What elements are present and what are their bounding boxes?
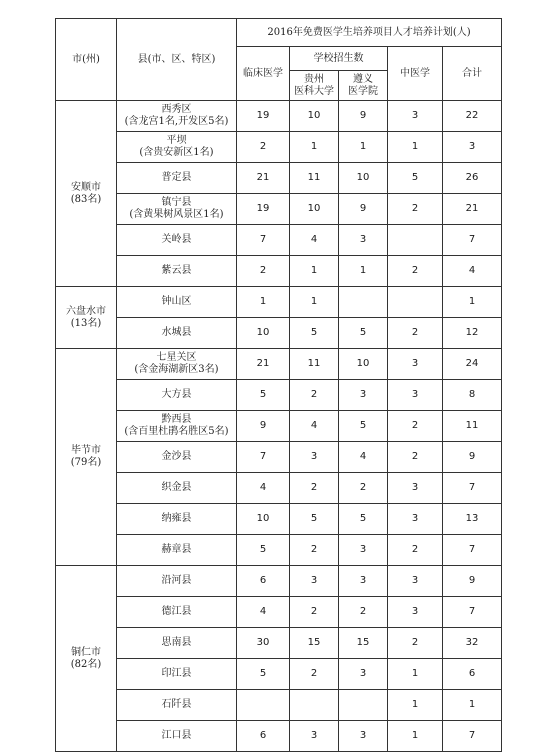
table-row bbox=[56, 597, 502, 628]
zmu-cell: 1 bbox=[339, 132, 388, 163]
table-row bbox=[56, 690, 502, 721]
total-cell: 24 bbox=[443, 349, 502, 380]
clinical-cell: 2 bbox=[237, 132, 290, 163]
clinical-cell bbox=[237, 690, 290, 721]
county-cell bbox=[117, 194, 237, 225]
total-cell: 21 bbox=[443, 194, 502, 225]
county-label: 七星关区 bbox=[156, 352, 197, 363]
header-zmu-line1: 遵义 bbox=[353, 73, 373, 85]
clinical-cell: 9 bbox=[237, 411, 290, 442]
clinical-cell: 21 bbox=[237, 349, 290, 380]
table-row bbox=[56, 504, 502, 535]
tcm-cell: 1 bbox=[388, 132, 443, 163]
clinical-cell: 10 bbox=[237, 318, 290, 349]
clinical-cell: 6 bbox=[237, 721, 290, 752]
total-cell: 7 bbox=[443, 225, 502, 256]
total-cell: 11 bbox=[443, 411, 502, 442]
gzmu-cell: 1 bbox=[290, 256, 339, 287]
county-cell bbox=[117, 318, 237, 349]
county-cell bbox=[117, 380, 237, 411]
header-gzmu-line1: 贵州 bbox=[304, 73, 324, 85]
total-cell: 9 bbox=[443, 566, 502, 597]
total-cell: 8 bbox=[443, 380, 502, 411]
tcm-cell: 1 bbox=[388, 659, 443, 690]
county-cell bbox=[117, 163, 237, 194]
header-plan-title: 2016年免费医学生培养项目人才培养计划(人) bbox=[237, 19, 502, 47]
county-label: (含金海湖新区3名) bbox=[134, 364, 219, 375]
county-label: 思南县 bbox=[161, 637, 192, 648]
total-cell: 26 bbox=[443, 163, 502, 194]
gzmu-cell: 11 bbox=[290, 349, 339, 380]
zmu-cell bbox=[339, 287, 388, 318]
county-cell bbox=[117, 225, 237, 256]
header-tcm: 中医学 bbox=[388, 47, 443, 101]
county-cell bbox=[117, 287, 237, 318]
tcm-cell: 2 bbox=[388, 194, 443, 225]
table-row bbox=[56, 535, 502, 566]
county-cell bbox=[117, 349, 237, 380]
tcm-cell bbox=[388, 287, 443, 318]
tcm-cell: 3 bbox=[388, 504, 443, 535]
training-plan-table bbox=[55, 18, 502, 752]
clinical-cell: 5 bbox=[237, 659, 290, 690]
table-row bbox=[56, 411, 502, 442]
header-county: 县(市、区、特区) bbox=[117, 19, 237, 101]
county-label: 水城县 bbox=[161, 327, 192, 338]
county-label: (含黄果树风景区1名) bbox=[129, 209, 224, 220]
total-cell: 7 bbox=[443, 473, 502, 504]
total-cell: 7 bbox=[443, 597, 502, 628]
clinical-cell: 2 bbox=[237, 256, 290, 287]
tcm-cell: 3 bbox=[388, 349, 443, 380]
header-city: 市(州) bbox=[56, 19, 117, 101]
gzmu-cell: 2 bbox=[290, 535, 339, 566]
total-cell: 7 bbox=[443, 721, 502, 752]
clinical-cell: 10 bbox=[237, 504, 290, 535]
table-body bbox=[56, 101, 502, 752]
gzmu-cell: 2 bbox=[290, 380, 339, 411]
table-row bbox=[56, 349, 502, 380]
tcm-cell: 2 bbox=[388, 256, 443, 287]
gzmu-cell: 2 bbox=[290, 473, 339, 504]
total-cell: 3 bbox=[443, 132, 502, 163]
total-cell: 22 bbox=[443, 101, 502, 132]
county-label: 大方县 bbox=[161, 389, 192, 400]
city-label: 安顺市 bbox=[71, 181, 101, 193]
tcm-cell: 2 bbox=[388, 628, 443, 659]
zmu-cell: 5 bbox=[339, 504, 388, 535]
gzmu-cell: 3 bbox=[290, 566, 339, 597]
clinical-cell: 30 bbox=[237, 628, 290, 659]
county-label: 沿河县 bbox=[161, 575, 192, 586]
header-gzmu-line2: 医科大学 bbox=[294, 85, 334, 97]
county-label: 印江县 bbox=[161, 668, 192, 679]
zmu-cell: 1 bbox=[339, 256, 388, 287]
zmu-cell: 3 bbox=[339, 225, 388, 256]
total-cell: 1 bbox=[443, 287, 502, 318]
gzmu-cell: 11 bbox=[290, 163, 339, 194]
county-label: 赫章县 bbox=[161, 544, 192, 555]
county-label: (含龙宫1名,开发区5名) bbox=[124, 116, 229, 127]
gzmu-cell: 3 bbox=[290, 721, 339, 752]
table-header bbox=[56, 19, 502, 101]
table-row bbox=[56, 318, 502, 349]
county-label: 纳雍县 bbox=[161, 513, 192, 524]
zmu-cell: 9 bbox=[339, 194, 388, 225]
gzmu-cell: 1 bbox=[290, 132, 339, 163]
table-row bbox=[56, 101, 502, 132]
city-cell bbox=[56, 566, 117, 752]
city-cell bbox=[56, 349, 117, 566]
zmu-cell: 10 bbox=[339, 349, 388, 380]
table-row bbox=[56, 721, 502, 752]
county-cell bbox=[117, 411, 237, 442]
zmu-cell: 4 bbox=[339, 442, 388, 473]
clinical-cell: 4 bbox=[237, 597, 290, 628]
table-row bbox=[56, 194, 502, 225]
county-cell bbox=[117, 504, 237, 535]
zmu-cell: 2 bbox=[339, 597, 388, 628]
total-cell: 13 bbox=[443, 504, 502, 535]
total-cell: 32 bbox=[443, 628, 502, 659]
tcm-cell: 3 bbox=[388, 597, 443, 628]
table-row bbox=[56, 442, 502, 473]
tcm-cell: 3 bbox=[388, 380, 443, 411]
county-cell bbox=[117, 256, 237, 287]
zmu-cell: 10 bbox=[339, 163, 388, 194]
tcm-cell: 3 bbox=[388, 566, 443, 597]
clinical-cell: 19 bbox=[237, 194, 290, 225]
clinical-cell: 5 bbox=[237, 535, 290, 566]
county-label: 关岭县 bbox=[161, 234, 192, 245]
gzmu-cell: 1 bbox=[290, 287, 339, 318]
tcm-cell: 2 bbox=[388, 535, 443, 566]
total-cell: 7 bbox=[443, 535, 502, 566]
county-label: 石阡县 bbox=[161, 699, 192, 710]
table-row bbox=[56, 287, 502, 318]
tcm-cell: 2 bbox=[388, 318, 443, 349]
gzmu-cell: 5 bbox=[290, 504, 339, 535]
total-cell: 6 bbox=[443, 659, 502, 690]
city-label: (13名) bbox=[70, 317, 102, 329]
gzmu-cell: 10 bbox=[290, 194, 339, 225]
city-label: 铜仁市 bbox=[71, 646, 101, 658]
clinical-cell: 4 bbox=[237, 473, 290, 504]
table-row bbox=[56, 566, 502, 597]
county-label: 织金县 bbox=[161, 482, 192, 493]
city-label: 六盘水市 bbox=[66, 305, 106, 317]
county-cell bbox=[117, 597, 237, 628]
header-gzmu bbox=[290, 71, 339, 101]
city-cell bbox=[56, 101, 117, 287]
tcm-cell: 2 bbox=[388, 442, 443, 473]
county-label: 黔西县 bbox=[161, 414, 192, 425]
county-cell bbox=[117, 690, 237, 721]
county-label: 平坝 bbox=[166, 135, 187, 146]
gzmu-cell: 2 bbox=[290, 597, 339, 628]
city-label: (79名) bbox=[70, 457, 102, 468]
county-cell bbox=[117, 101, 237, 132]
gzmu-cell bbox=[290, 690, 339, 721]
table-row bbox=[56, 659, 502, 690]
tcm-cell: 3 bbox=[388, 101, 443, 132]
county-cell bbox=[117, 566, 237, 597]
table-row bbox=[56, 628, 502, 659]
clinical-cell: 1 bbox=[237, 287, 290, 318]
gzmu-cell: 4 bbox=[290, 225, 339, 256]
total-cell: 12 bbox=[443, 318, 502, 349]
header-school-enroll: 学校招生数 bbox=[290, 47, 388, 71]
tcm-cell: 5 bbox=[388, 163, 443, 194]
total-cell: 1 bbox=[443, 690, 502, 721]
gzmu-cell: 10 bbox=[290, 101, 339, 132]
table-row bbox=[56, 256, 502, 287]
zmu-cell: 3 bbox=[339, 566, 388, 597]
city-label: 毕节市 bbox=[71, 445, 101, 456]
county-cell bbox=[117, 442, 237, 473]
zmu-cell: 2 bbox=[339, 473, 388, 504]
clinical-cell: 21 bbox=[237, 163, 290, 194]
zmu-cell: 3 bbox=[339, 659, 388, 690]
county-cell bbox=[117, 535, 237, 566]
county-label: 普定县 bbox=[161, 172, 192, 183]
gzmu-cell: 2 bbox=[290, 659, 339, 690]
tcm-cell: 1 bbox=[388, 721, 443, 752]
total-cell: 9 bbox=[443, 442, 502, 473]
header-total: 合计 bbox=[443, 47, 502, 101]
zmu-cell bbox=[339, 690, 388, 721]
gzmu-cell: 5 bbox=[290, 318, 339, 349]
zmu-cell: 3 bbox=[339, 721, 388, 752]
county-label: 德江县 bbox=[161, 606, 192, 617]
city-cell bbox=[56, 287, 117, 349]
county-label: 西秀区 bbox=[161, 104, 192, 115]
total-cell: 4 bbox=[443, 256, 502, 287]
county-cell bbox=[117, 721, 237, 752]
table-row bbox=[56, 132, 502, 163]
county-label: 江口县 bbox=[161, 730, 192, 741]
header-zmu-line2: 医学院 bbox=[348, 85, 378, 97]
county-label: (含贵安新区1名) bbox=[139, 147, 214, 158]
county-label: (含百里杜鹃名胜区5名) bbox=[124, 426, 229, 437]
zmu-cell: 3 bbox=[339, 535, 388, 566]
table-row bbox=[56, 473, 502, 504]
county-cell bbox=[117, 628, 237, 659]
county-label: 钟山区 bbox=[161, 296, 192, 307]
clinical-cell: 5 bbox=[237, 380, 290, 411]
zmu-cell: 5 bbox=[339, 318, 388, 349]
tcm-cell: 3 bbox=[388, 473, 443, 504]
clinical-cell: 7 bbox=[237, 225, 290, 256]
gzmu-cell: 15 bbox=[290, 628, 339, 659]
gzmu-cell: 4 bbox=[290, 411, 339, 442]
tcm-cell bbox=[388, 225, 443, 256]
clinical-cell: 6 bbox=[237, 566, 290, 597]
zmu-cell: 3 bbox=[339, 380, 388, 411]
county-label: 金沙县 bbox=[161, 451, 192, 462]
county-label: 镇宁县 bbox=[161, 197, 192, 208]
table-row bbox=[56, 163, 502, 194]
tcm-cell: 1 bbox=[388, 690, 443, 721]
header-zmu bbox=[339, 71, 388, 101]
gzmu-cell: 3 bbox=[290, 442, 339, 473]
table-row bbox=[56, 225, 502, 256]
city-label: (83名) bbox=[70, 193, 102, 205]
county-label: 紫云县 bbox=[161, 265, 192, 276]
clinical-cell: 19 bbox=[237, 101, 290, 132]
header-clinical: 临床医学 bbox=[237, 47, 290, 101]
clinical-cell: 7 bbox=[237, 442, 290, 473]
county-cell bbox=[117, 473, 237, 504]
zmu-cell: 9 bbox=[339, 101, 388, 132]
table-row bbox=[56, 380, 502, 411]
tcm-cell: 2 bbox=[388, 411, 443, 442]
zmu-cell: 5 bbox=[339, 411, 388, 442]
county-cell bbox=[117, 132, 237, 163]
city-label: (82名) bbox=[70, 658, 102, 670]
county-cell bbox=[117, 659, 237, 690]
zmu-cell: 15 bbox=[339, 628, 388, 659]
